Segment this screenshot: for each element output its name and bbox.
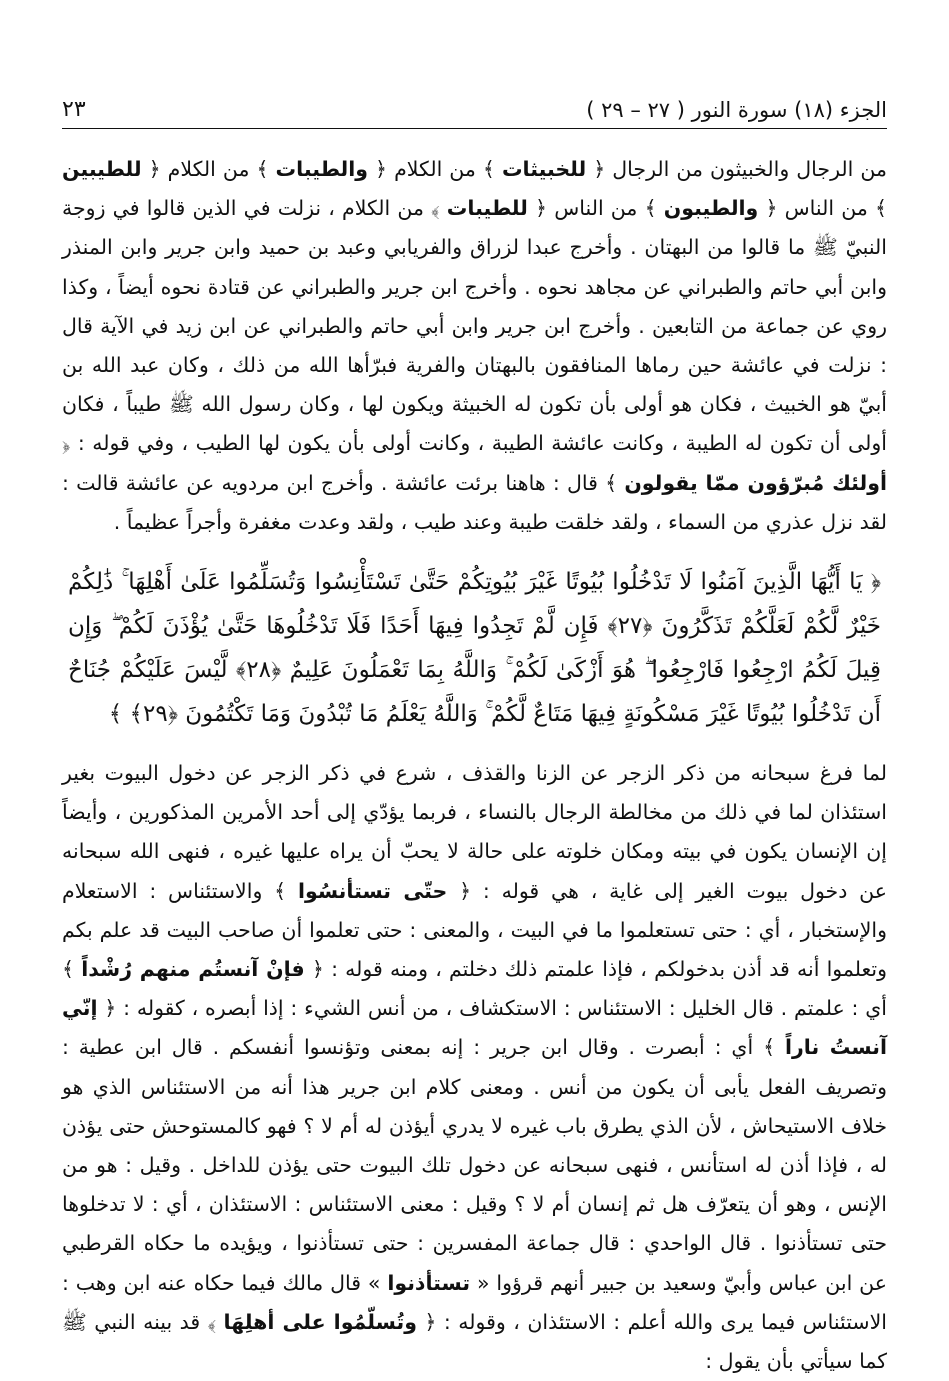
quoted-phrase: وتُسلّمُوا على أهلِهَا [223, 1309, 417, 1334]
text-run: ﴾ من الناس ﴿ [527, 196, 664, 221]
quoted-phrase: والطيبات [275, 157, 369, 181]
text-run: ﴾ من الكلام ، نزلت في الذين قالوا في زوجة النبيّ ﷺ ما قالوا من البهتان . وأخرج عبدا لزراق والفريابي وعبد بن حميد وابن جرير وابن المنذر وابن أبي حاتم والطبراني عن مجاهد نحوه . وأخرج ابن جرير والطبراني عن قتادة نحوه أيضاً ، وكذا روي عن جماعة من التابعين . وأخرج ابن جرير وابن أبي حاتم والطبراني عن ابن زيد في الآية قال : نزلت في عائشة حين رماها المنافقون بالبهتان والفرية فبرّأها الله من ذلك ، وكان عبد الله بن أبيّ هو الخبيث ، فكان هو أولى بأن تكون له الخبيثة ويكون لها ، وكان رسول الله ﷺ طيباً ، فكان أولى أن تكون له الطيبة ، وكانت عائشة الطيبة ، وكانت أولى بأن يكون لها الطيب ، وفي قوله : ﴿ [62, 196, 887, 456]
page-content [62, 150, 887, 1381]
quoted-phrase: حتّى تستأنسُوا [297, 878, 448, 903]
quran-verse-block: ﴿ يَا أَيُّهَا الَّذِينَ آمَنُوا لَا تَدْخُلُوا بُيُوتًا غَيْرَ بُيُوتِكُمْ حَتَّىٰ تَسْتَأْنِسُوا وَتُسَلِّمُوا عَلَىٰ أَهْلِهَا ۚ ذَٰلِكُمْ خَيْرٌ لَّكُمْ لَعَلَّكُمْ تَذَكَّرُونَ ﴿٢٧﴾ فَإِن لَّمْ تَجِدُوا فِيهَا أَحَدًا فَلَا تَدْخُلُوهَا حَتَّىٰ يُؤْذَنَ لَكُمْ ۖ وَإِن قِيلَ لَكُمُ ارْجِعُوا فَارْجِعُوا ۖ هُوَ أَزْكَىٰ لَكُمْ ۚ وَاللَّهُ بِمَا تَعْمَلُونَ عَلِيمٌ ﴿٢٨﴾ لَّيْسَ عَلَيْكُمْ جُنَاحٌ أَن تَدْخُلُوا بُيُوتًا غَيْرَ مَسْكُونَةٍ فِيهَا مَتَاعٌ لَّكُمْ ۚ وَاللَّهُ يَعْلَمُ مَا تُبْدُونَ وَمَا تَكْتُمُونَ ﴿٢٩﴾ ﴾ [68, 569, 881, 728]
text-run: ﴾ من الكلام ﴿ [141, 157, 276, 181]
running-title: الجزء (١٨) سورة النور ( ٢٧ – ٢٩ ) [586, 98, 887, 122]
text-run: ﴾ قال : هاهنا برئت عائشة . وأخرج ابن مردويه عن عائشة قالت : لقد نزل عذري من السماء ، ولقد خلقت طيبة وعند طيب ، ولقد وعدت مغفرة وأجراً عظيماً . [62, 470, 887, 534]
text-run: ﴾ من الناس ﴿ [758, 196, 888, 221]
commentary-paragraph-1 [62, 150, 887, 542]
text-run: من الرجال والخبيثون من الرجال ﴿ [586, 157, 887, 181]
quoted-phrase: أولئك مُبرّؤون ممّا يقولون [624, 470, 887, 495]
quoted-phrase: تستأذنوا [387, 1270, 471, 1295]
quoted-phrase: إنّي آنستُ ناراً [62, 996, 887, 1060]
quoted-phrase: للطيبين [62, 157, 142, 181]
quoted-phrase: للطيبات [446, 196, 528, 221]
text-run: ﴾ أي : أبصرت . وقال ابن جرير : إنه بمعنى وتؤنسوا أنفسكم . قال ابن عطية : وتصريف الفعل يأبى أن يكون من أنس . ومعنى كلام ابن جرير هذا أنه من الاستئناس الذي هو خلاف الاستيحاش ، لأن الذي يطرق باب غيره لا يدري أيؤذن له أم لا ؟ فهو كالمستوحش حتى يؤذن له ، فإذا أذن له استأنس ، فنهى سبحانه عن دخول تلك البيوت حتى يؤذن للداخل . وقيل : هو من الإنس ، وهو أن يتعرّف هل ثم إنسان أم لا ؟ وقيل : معنى الاستئناس : الاستئذان ، أي : لا تدخلوها حتى تستأذنوا . قال الواحدي : قال جماعة المفسرين : حتى تستأذنوا ، ويؤيده ما حكاه القرطبي عن ابن عباس وأبيّ وسعيد بن جبير أنهم قرؤوا « [62, 1035, 887, 1295]
page-header [62, 86, 887, 129]
text-run: ﴾ قد بينه النبي ﷺ كما سيأتي بأن يقول : [62, 1309, 887, 1374]
commentary-paragraph-2 [62, 754, 887, 1381]
text-run: لما فرغ سبحانه من ذكر الزجر عن الزنا والقذف ، شرع في ذكر الزجر عن دخول البيوت بغير استئذان لما في ذلك من مخالطة الرجال بالنساء ، فربما يؤدّي إلى أحد الأمرين المذكورين ، وأيضاً إن الإنسان يكون في بيته ومكان خلوته على حالة لا يحبّ أن يراه عليها غيره ، فنهى الله سبحانه عن دخول بيوت الغير إلى غاية ، هي قوله : ﴿ [62, 761, 887, 903]
quoted-phrase: فإنْ آنستُم منهم رُشْداً [81, 957, 305, 982]
quoted-phrase: للخبيثات [501, 157, 587, 181]
text-run: ﴾ من الكلام ﴿ [368, 157, 502, 181]
text-run: » قال مالك فيما حكاه عنه ابن وهب : الاستئناس فيما يرى والله أعلم : الاستئذان ، وقوله : ﴿ [62, 1270, 887, 1334]
quoted-phrase: والطيبون [663, 196, 759, 221]
text-run: ﴾ والاستئناس : الاستعلام والإستخبار ، أي : حتى تستعلموا ما في البيت ، والمعنى : حتى تعلموا أن صاحب البيت قد علم بكم وتعلموا أنه قد أذن بدخولكم ، فإذا علمتم ذلك دخلتم ، ومنه قوله : ﴿ [62, 878, 887, 982]
text-run: ﴾ أي : علمتم . قال الخليل : الاستئناس : الاستكشاف ، من أنس الشيء : إذا أبصره ، كقوله : ﴿ [62, 957, 887, 1021]
page-number: ٢٣ [62, 97, 86, 122]
